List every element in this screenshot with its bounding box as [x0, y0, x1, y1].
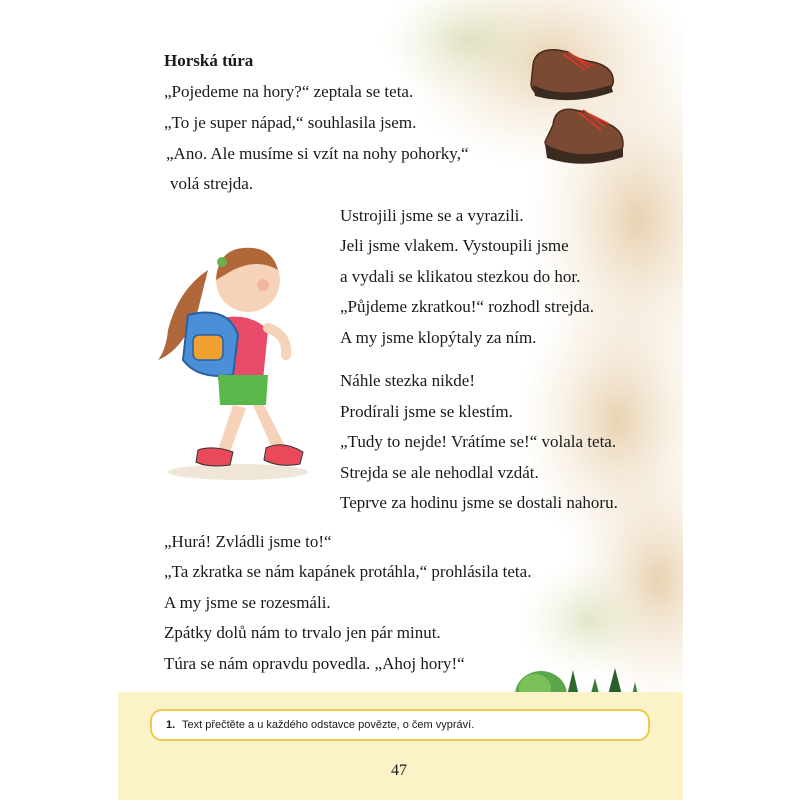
text-line: Prodírali jsme se klestím.	[340, 402, 513, 421]
text-line: Jeli jsme vlakem. Vystoupili jsme	[340, 236, 569, 255]
text-line: Teprve za hodinu jsme se dostali nahoru.	[340, 493, 618, 512]
text-line: a vydali se klikatou stezkou do hor.	[340, 267, 581, 286]
story-title: Horská túra	[164, 51, 254, 70]
text-line: „Hurá! Zvládli jsme to!“	[164, 532, 332, 551]
text-line: „Ta zkratka se nám kapánek protáhla,“ prohlásila teta.	[164, 562, 532, 581]
text-line: Náhle stezka nikde!	[340, 371, 475, 390]
text-line: A my jsme se rozesmáli.	[164, 593, 331, 612]
hiking-boots-icon	[523, 40, 633, 175]
text-line: „Půjdeme zkratkou!“ rozhodl strejda.	[340, 297, 594, 316]
text-line: Zpátky dolů nám to trvalo jen pár minut.	[164, 623, 441, 642]
task-text: Text přečtěte a u každého odstavce povězte, o čem vypráví.	[182, 719, 475, 731]
text-line: Ustrojili jsme se a vyrazili.	[340, 206, 524, 225]
text-line: Túra se nám opravdu povedla. „Ahoj hory!“	[164, 654, 465, 673]
text-line: volá strejda.	[170, 174, 254, 193]
hiking-girl-illustration	[138, 240, 313, 485]
task-box	[150, 709, 650, 741]
text-line: „Ano. Ale musíme si vzít na nohy pohorky,“	[166, 144, 469, 163]
page-number: 47	[391, 762, 407, 779]
textbook-page	[118, 0, 683, 800]
text-line: „To je super nápad,“ souhlasila jsem.	[164, 113, 417, 132]
text-line: Strejda se ale nehodlal vzdát.	[340, 463, 539, 482]
text-line: „Pojedeme na hory?“ zeptala se teta.	[164, 82, 414, 101]
task-number: 1.	[166, 719, 176, 731]
text-line: „Tudy to nejde! Vrátíme se!“ volala teta.	[340, 432, 617, 451]
text-line: A my jsme klopýtaly za ním.	[340, 328, 537, 347]
